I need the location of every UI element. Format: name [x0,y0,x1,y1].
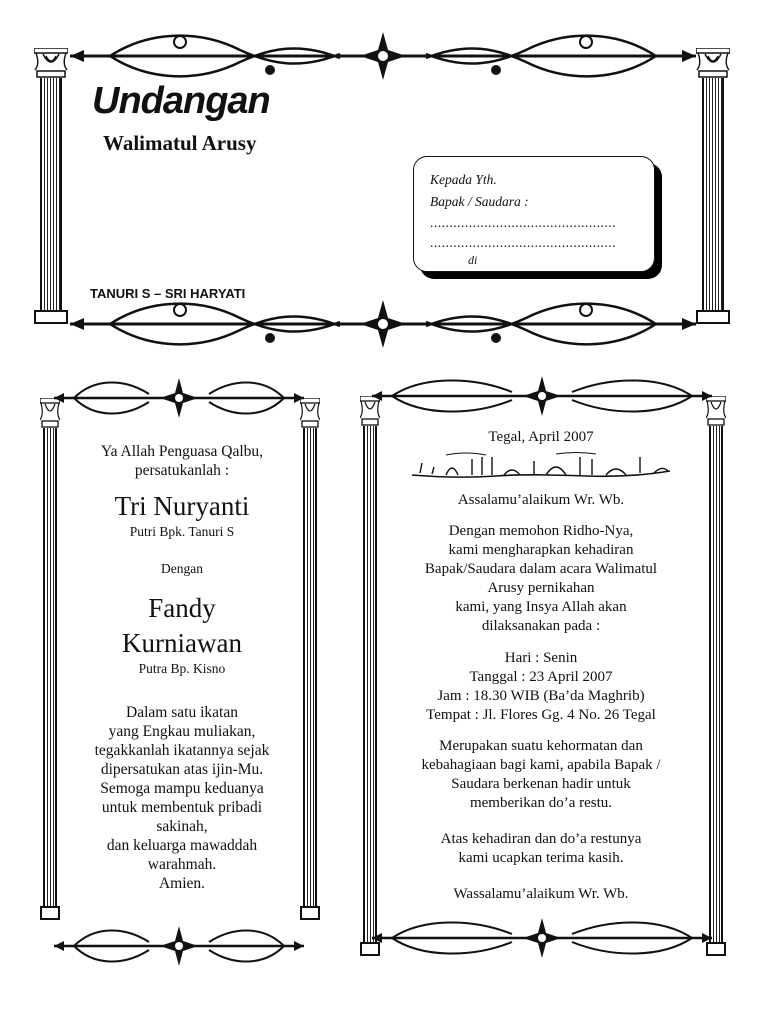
closing-line: kebahagiaan bagi kami, apabila Bapak / [421,757,661,773]
address-di: di [468,253,478,267]
closing-line: Merupakan suatu kehormatan dan [439,738,643,754]
intro-line: Arusy pernikahan [487,580,595,596]
intro-line: dilaksanakan pada : [481,618,601,634]
event-details [384,649,698,725]
prayer-body-line: Semoga mampu keduanya [100,780,264,797]
pillar-left-panel-inner [300,398,320,920]
pillar-right-panel-inner [360,396,380,956]
greeting: Assalamu’alaikum Wr. Wb. [457,492,625,508]
ornament-right-bottom-icon [372,916,712,960]
address-blank-2: ................................................ [430,235,616,250]
event-place: Tempat : Jl. Flores Gg. 4 No. 26 Tegal [426,707,656,723]
pillar-capital-icon [696,48,730,78]
address-box [413,156,655,272]
address-line-title: Bapak / Saudara : [430,194,529,209]
groom-parent: Putra Bp. Kisno [138,661,226,676]
pillar-right-top [696,48,730,324]
closing-line: kami ucapkan terima kasih. [458,850,624,866]
intro-line: Bapak/Saudara dalam acara Walimatul [424,561,658,577]
prayer-body-line: sakinah, [156,818,208,835]
prayer-line-1: Ya Allah Penguasa Qalbu, [100,443,264,460]
bismillah-calligraphy-icon [406,451,676,481]
ornament-bottom-icon [70,298,696,350]
event-time: Jam : 18.30 WIB (Ba’da Maghrib) [437,688,645,704]
prayer-body-line: tegakkanlah ikatannya sejak [94,742,270,759]
closing-line: Saudara berkenan hadir untuk [451,776,631,792]
closing-line: memberikan do’a restu. [469,795,613,811]
prayer-body-line: yang Engkau muliakan, [108,723,256,740]
ornament-top-icon [70,30,696,82]
address-line-recipient: Kepada Yth. [430,172,497,187]
prayer-body-line: dan keluarga mawaddah [106,837,258,854]
closing-paragraph-2 [384,830,698,868]
prayer-body-line: warahmah. [147,856,217,873]
prayer-body [64,703,300,893]
pillar-left-top [34,48,68,324]
prayer-body-line: Amien. [158,875,206,892]
intro-paragraph [384,522,698,636]
event-day: Hari : Senin [504,650,578,666]
pillar-left-panel-outer [40,398,60,920]
prayer-body-line: Dalam satu ikatan [126,704,238,721]
prayer-body-line: untuk membentuk pribadi [101,799,263,816]
groom-name-line-2: Kurniawan [122,628,242,658]
farewell: Wassalamu’alaikum Wr. Wb. [453,886,629,902]
ornament-right-top-icon [372,374,712,418]
intro-line: kami mengharapkan kehadiran [448,542,634,558]
invitation-subtitle: Walimatul Arusy [103,131,257,155]
intro-line: kami, yang Insya Allah akan [455,599,627,615]
address-blank-1: ................................................ [430,215,616,230]
prayer-body-line: dipersatukan atas ijin-Mu. [100,761,264,778]
ornament-left-bottom-icon [54,924,304,968]
ornament-left-top-icon [54,376,304,420]
connector-text: Dengan [161,561,203,576]
closing-line: Atas kehadiran dan do’a restunya [440,831,642,847]
pillar-capital-icon [34,48,68,78]
invitation-title: Undangan [92,80,270,122]
bride-parent: Putri Bpk. Tanuri S [129,524,235,539]
bride-name: Tri Nuryanti [114,491,250,521]
closing-paragraph-1 [384,737,698,813]
host-names: TANURI S – SRI HARYATI [90,286,246,301]
place-date: Tegal, April 2007 [488,429,594,445]
groom-name-line-1: Fandy [148,593,216,623]
pillar-right-panel-outer [706,396,726,956]
event-date: Tanggal : 23 April 2007 [469,669,613,685]
prayer-line-2: persatukanlah : [134,462,230,479]
intro-line: Dengan memohon Ridho-Nya, [448,523,634,539]
